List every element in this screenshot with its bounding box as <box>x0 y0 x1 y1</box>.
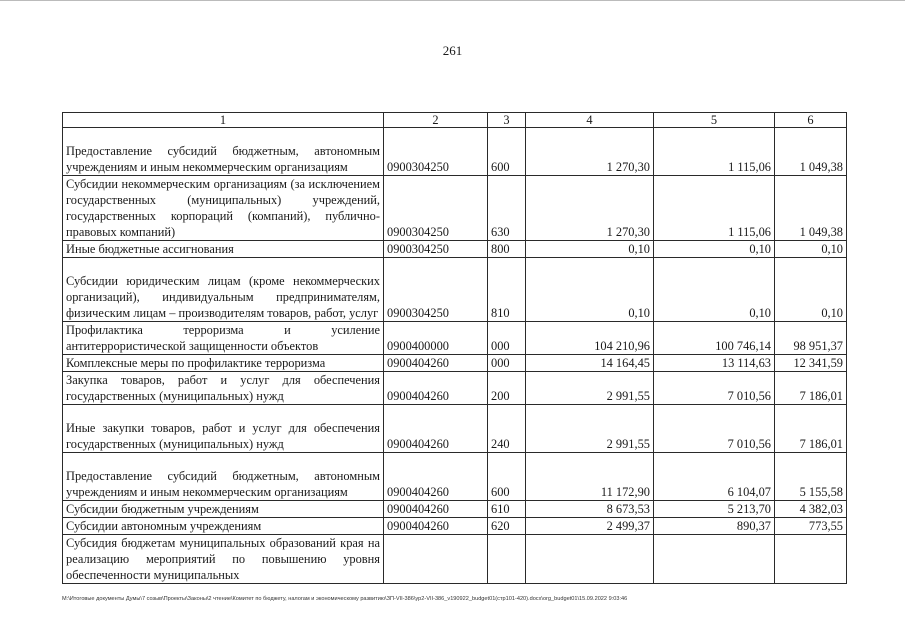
cell-expense-type: 240 <box>488 405 526 453</box>
table-row <box>63 453 847 501</box>
cell-amount-col4: 0,10 <box>526 241 654 258</box>
cell-amount-col5: 5 213,70 <box>654 501 775 518</box>
cell-name: Субсидии некоммерческим организациям (за исключением государственных (муниципальных) учреждений, государственных корпораций (компаний), публично-правовых компаний) <box>63 176 384 241</box>
cell-target-code: 0900400000 <box>384 322 488 355</box>
cell-amount-col5: 7 010,56 <box>654 405 775 453</box>
cell-amount-col5: 13 114,63 <box>654 355 775 372</box>
cell-amount-col5: 1 115,06 <box>654 128 775 176</box>
table-row <box>63 176 847 241</box>
table-row <box>63 372 847 405</box>
cell-amount-col6: 12 341,59 <box>775 355 847 372</box>
table-row <box>63 322 847 355</box>
cell-amount-col4: 2 991,55 <box>526 372 654 405</box>
cell-amount-col5: 6 104,07 <box>654 453 775 501</box>
cell-expense-type: 600 <box>488 453 526 501</box>
cell-amount-col4: 2 991,55 <box>526 405 654 453</box>
budget-table <box>62 112 847 584</box>
cell-amount-col6: 98 951,37 <box>775 322 847 355</box>
cell-amount-col4: 11 172,90 <box>526 453 654 501</box>
cell-expense-type: 800 <box>488 241 526 258</box>
cell-expense-type: 630 <box>488 176 526 241</box>
budget-table-body <box>63 113 847 584</box>
cell-target-code: 0900404260 <box>384 453 488 501</box>
cell-amount-col5: 7 010,56 <box>654 372 775 405</box>
cell-amount-col4 <box>526 535 654 584</box>
cell-target-code: 0900304250 <box>384 128 488 176</box>
cell-amount-col4: 14 164,45 <box>526 355 654 372</box>
cell-amount-col5: 1 115,06 <box>654 176 775 241</box>
table-header-row <box>63 113 847 128</box>
cell-target-code: 0900404260 <box>384 501 488 518</box>
cell-target-code: 0900404260 <box>384 355 488 372</box>
table-row <box>63 128 847 176</box>
cell-target-code: 0900404260 <box>384 518 488 535</box>
cell-amount-col5: 890,37 <box>654 518 775 535</box>
cell-expense-type: 200 <box>488 372 526 405</box>
cell-name: Предоставление субсидий бюджетным, автономным учреждениям и иным некоммерческим организациям <box>63 128 384 176</box>
cell-target-code: 0900404260 <box>384 405 488 453</box>
cell-amount-col6: 4 382,03 <box>775 501 847 518</box>
scan-top-edge <box>0 0 905 1</box>
cell-name: Иные бюджетные ассигнования <box>63 241 384 258</box>
cell-expense-type: 810 <box>488 258 526 322</box>
header-col-4: 4 <box>526 113 654 128</box>
cell-amount-col4: 8 673,53 <box>526 501 654 518</box>
header-col-2: 2 <box>384 113 488 128</box>
cell-target-code <box>384 535 488 584</box>
cell-amount-col4: 0,10 <box>526 258 654 322</box>
header-col-6: 6 <box>775 113 847 128</box>
table-row <box>63 501 847 518</box>
cell-amount-col5: 0,10 <box>654 241 775 258</box>
cell-expense-type: 600 <box>488 128 526 176</box>
cell-amount-col6: 0,10 <box>775 258 847 322</box>
cell-name: Закупка товаров, работ и услуг для обеспечения государственных (муниципальных) нужд <box>63 372 384 405</box>
table-row <box>63 241 847 258</box>
cell-expense-type: 000 <box>488 355 526 372</box>
table-row <box>63 518 847 535</box>
cell-expense-type: 610 <box>488 501 526 518</box>
cell-name: Профилактика терроризма и усиление антитеррористической защищенности объектов <box>63 322 384 355</box>
cell-name: Иные закупки товаров, работ и услуг для обеспечения государственных (муниципальных) нужд <box>63 405 384 453</box>
cell-amount-col5 <box>654 535 775 584</box>
cell-expense-type <box>488 535 526 584</box>
header-col-3: 3 <box>488 113 526 128</box>
cell-amount-col5: 0,10 <box>654 258 775 322</box>
cell-name: Субсидии автономным учреждениям <box>63 518 384 535</box>
cell-expense-type: 000 <box>488 322 526 355</box>
cell-amount-col6: 7 186,01 <box>775 405 847 453</box>
cell-target-code: 0900304250 <box>384 258 488 322</box>
cell-amount-col6: 773,55 <box>775 518 847 535</box>
table-row <box>63 258 847 322</box>
cell-target-code: 0900404260 <box>384 372 488 405</box>
page-number: 261 <box>442 43 463 58</box>
cell-name: Субсидии бюджетным учреждениям <box>63 501 384 518</box>
document-path-footer: M:\Итоговые документы Думы\7 созыв\Проекты\Законы\2 чтение\Комитет по бюджету, налогам и экономическому развитию\ЗП-VII-386\ур2-VII-386_v190922_budget01(стр101-420).docx\org_budget01\15.09.2022 9:03:46 <box>62 596 628 602</box>
table-row <box>63 535 847 584</box>
cell-amount-col5: 100 746,14 <box>654 322 775 355</box>
cell-amount-col4: 2 499,37 <box>526 518 654 535</box>
cell-amount-col6: 1 049,38 <box>775 128 847 176</box>
cell-amount-col4: 104 210,96 <box>526 322 654 355</box>
cell-amount-col6: 0,10 <box>775 241 847 258</box>
header-col-1: 1 <box>63 113 384 128</box>
header-col-5: 5 <box>654 113 775 128</box>
cell-amount-col6: 1 049,38 <box>775 176 847 241</box>
cell-expense-type: 620 <box>488 518 526 535</box>
table-row <box>63 405 847 453</box>
cell-amount-col6: 5 155,58 <box>775 453 847 501</box>
cell-name: Субсидии юридическим лицам (кроме некоммерческих организаций), индивидуальным предпринимателям, физическим лицам – производителям товаров, работ, услуг <box>63 258 384 322</box>
cell-target-code: 0900304250 <box>384 176 488 241</box>
cell-amount-col4: 1 270,30 <box>526 128 654 176</box>
cell-name: Комплексные меры по профилактике терроризма <box>63 355 384 372</box>
cell-amount-col6: 7 186,01 <box>775 372 847 405</box>
cell-target-code: 0900304250 <box>384 241 488 258</box>
cell-amount-col4: 1 270,30 <box>526 176 654 241</box>
cell-name: Предоставление субсидий бюджетным, автономным учреждениям и иным некоммерческим организациям <box>63 453 384 501</box>
cell-amount-col6 <box>775 535 847 584</box>
cell-name: Субсидия бюджетам муниципальных образований края на реализацию мероприятий по повышению уровня обеспеченности муниципальных <box>63 535 384 584</box>
table-row <box>63 355 847 372</box>
